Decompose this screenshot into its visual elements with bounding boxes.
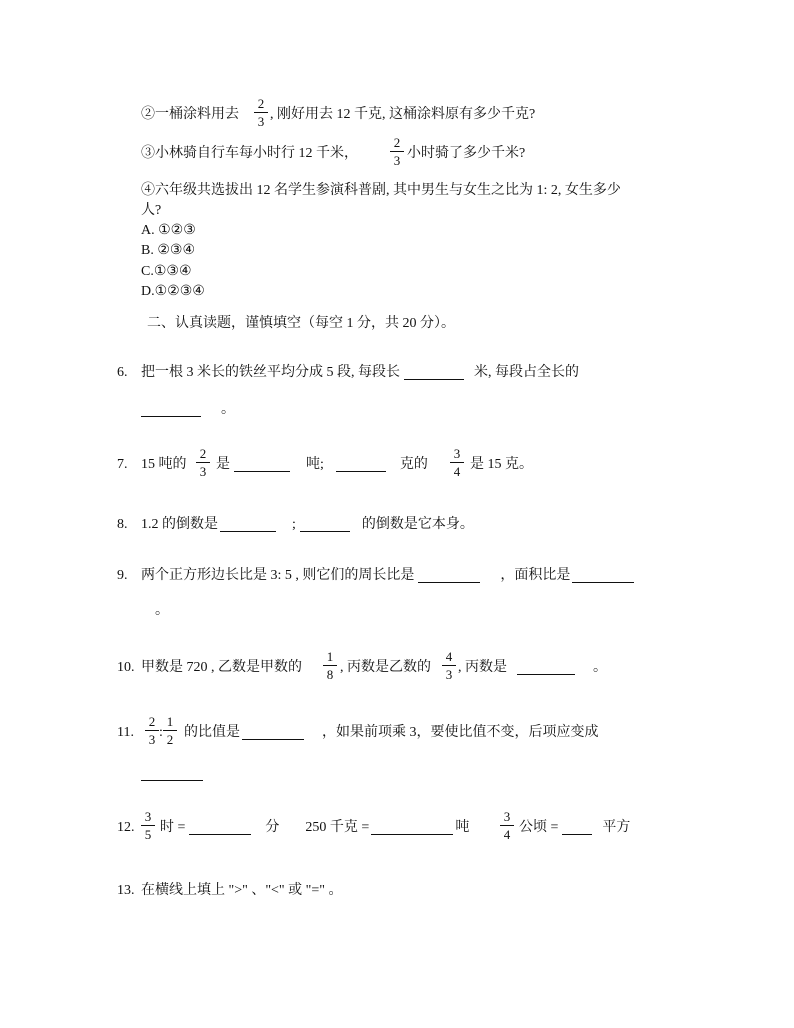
fraction-three-fifths: 3 5 xyxy=(141,810,155,841)
q11-line xyxy=(184,726,599,740)
item-4-line-1: ④六年级共选拔出 12 名学生参演科普剧, 其中男生与女生之比为 1: 2, 女生多少 xyxy=(141,183,621,198)
q9-text-2: ，面积比是 xyxy=(500,568,571,583)
q6-text-2: 米, 每段占全长的 xyxy=(474,365,579,380)
q7-text-3: 吨; xyxy=(306,457,324,472)
answer-blank[interactable] xyxy=(220,531,276,532)
q11-text-1: 的比值是 xyxy=(184,725,240,740)
answer-blank[interactable] xyxy=(141,766,203,781)
item-3-text-post: 小时骑了多少千米? xyxy=(407,146,526,161)
q7-line xyxy=(216,458,428,472)
q10-text-2: , 丙数是乙数的 xyxy=(340,660,431,675)
answer-blank[interactable] xyxy=(141,416,201,417)
q7-text-5: 是 15 克。 xyxy=(470,457,533,472)
fraction-two-thirds: 2 3 xyxy=(145,715,159,746)
q10-line-end xyxy=(458,661,607,675)
q6-line-1 xyxy=(141,366,579,380)
q10-end: 。 xyxy=(593,660,607,675)
option-d: D.①②③④ xyxy=(141,284,205,299)
q12-line-end xyxy=(519,821,630,835)
answer-blank[interactable] xyxy=(189,834,251,835)
fraction-one-eighth: 1 8 xyxy=(323,650,337,681)
q13-text: 在横线上填上 ">" 、"<" 或 "=" 。 xyxy=(141,883,343,898)
q11-text-2: ，如果前项乘 3，要使比值不变，后项应变成 xyxy=(322,725,599,740)
fraction-three-quarters: 3 4 xyxy=(450,447,464,478)
q6-text-1: 把一根 3 米长的铁丝平均分成 5 段, 每段长 xyxy=(141,365,400,380)
q12-line xyxy=(160,821,469,835)
q7-text-4: 克的 xyxy=(399,457,428,472)
q6-number: 6. xyxy=(117,365,128,380)
answer-blank[interactable] xyxy=(371,834,453,835)
q10-number: 10. xyxy=(117,660,135,675)
answer-blank[interactable] xyxy=(300,531,350,532)
answer-blank[interactable] xyxy=(572,582,634,583)
item-2-text-pre: ②一桶涂料用去 xyxy=(141,107,239,122)
q9-text-1: 两个正方形边长比是 3: 5 , 则它们的周长比是 xyxy=(141,568,415,583)
q12-text-2: 分 xyxy=(265,820,280,835)
option-c: C.①③④ xyxy=(141,264,192,279)
q7-text-1: 15 吨的 xyxy=(141,457,187,472)
q12-text-6: 平方 xyxy=(602,820,631,835)
q12-text-5: 公顷 = xyxy=(519,820,559,835)
answer-blank[interactable] xyxy=(562,834,592,835)
question-item-2 xyxy=(141,108,239,122)
option-a: A. ①②③ xyxy=(141,223,196,238)
section-heading: 二、认真读题，谨慎填空（每空 1 分，共 20 分）。 xyxy=(147,316,455,331)
fraction-four-thirds: 4 3 xyxy=(442,650,456,681)
q7-text-2: 是 xyxy=(216,457,230,472)
q11-number: 11. xyxy=(117,725,134,740)
item-4-line-2: 人? xyxy=(141,203,162,218)
q12-number: 12. xyxy=(117,820,135,835)
answer-blank[interactable] xyxy=(517,674,575,675)
fraction-two-thirds: 2 3 xyxy=(254,97,268,128)
item-2-text-post: , 刚好用去 12 千克, 这桶涂料原有多少千克? xyxy=(270,107,536,122)
fraction-three-quarters: 3 4 xyxy=(500,810,514,841)
q7-number: 7. xyxy=(117,457,128,472)
answer-blank[interactable] xyxy=(336,471,386,472)
q8-line xyxy=(141,518,474,532)
q9-number: 9. xyxy=(117,568,128,583)
q13-number: 13. xyxy=(117,883,135,898)
fraction-one-half: 1 2 xyxy=(163,715,177,746)
option-b: B. ②③④ xyxy=(141,243,195,258)
fraction-two-thirds: 2 3 xyxy=(196,447,210,478)
q8-number: 8. xyxy=(117,517,128,532)
q9-end: 。 xyxy=(155,603,169,618)
q10-text-1: 甲数是 720 , 乙数是甲数的 xyxy=(141,660,302,675)
q8-text-2: ; xyxy=(292,517,296,532)
answer-blank[interactable] xyxy=(418,582,480,583)
q10-text-3: , 丙数是 xyxy=(458,660,507,675)
answer-blank[interactable] xyxy=(242,739,304,740)
q8-text-1: 1.2 的倒数是 xyxy=(141,517,218,532)
q12-text-1: 时 = xyxy=(160,820,186,835)
answer-blank[interactable] xyxy=(234,471,290,472)
fraction-two-thirds: 2 3 xyxy=(390,136,404,167)
q9-line xyxy=(141,569,634,583)
ratio-colon: : xyxy=(159,725,163,740)
q8-text-3: 的倒数是它本身。 xyxy=(361,517,474,532)
q6-line-2 xyxy=(141,403,235,417)
item-3-text-pre: ③小林骑自行车每小时行 12 千米， xyxy=(141,146,358,161)
q6-end: 。 xyxy=(221,402,235,417)
answer-blank[interactable] xyxy=(404,379,464,380)
q12-text-4: 吨 xyxy=(455,820,470,835)
q12-text-3: 250 千克 = xyxy=(305,820,370,835)
q11-line-2 xyxy=(141,766,203,781)
